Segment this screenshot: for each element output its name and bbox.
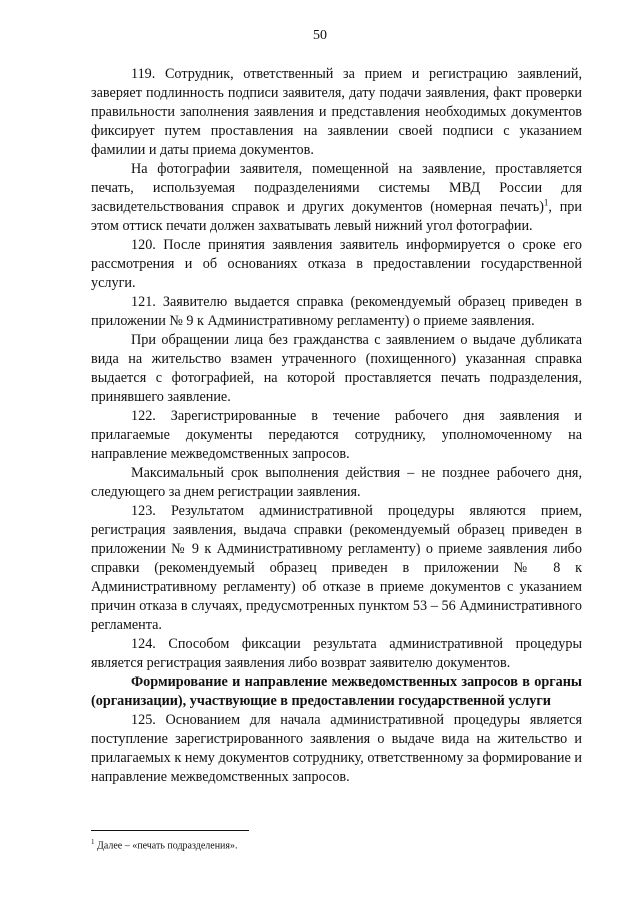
document-body	[91, 65, 582, 787]
page-number: 50	[313, 28, 327, 43]
footnote-divider	[91, 830, 249, 831]
paragraph-photo-stamp-tail: при этом оттиск печати должен захватывать левый нижний угол фотографии.	[91, 199, 582, 234]
paragraph-deadline: Максимальный срок выполнения действия – не позднее рабочего дня, следующего за днем регистрации заявления.	[91, 465, 582, 500]
footnote-text: Далее – «печать подразделения».	[97, 840, 238, 852]
paragraph-121: 121. Заявителю выдается справка (рекомендуемый образец приведен в приложении № 9 к Административному регламенту) о приеме заявления.	[91, 294, 582, 329]
footnote-marker: 1	[91, 838, 95, 846]
paragraph-123: 123. Результатом административной процедуры являются прием, регистрация заявления, выдача справки (рекомендуемый образец приведен в приложении № 9 к Административному регламенту) о приеме заявления либо справки (рекомендуемый образец приведен в приложении № 8 к Административному регламенту) об отказе в приеме документов с указанием причин отказа в случаях, предусмотренных пунктом 53 – 56 Административного регламента.	[91, 503, 582, 633]
footnote-reference: 1	[543, 197, 549, 208]
paragraph-120: 120. После принятия заявления заявитель информируется о сроке его рассмотрения и об основаниях отказа в предоставлении государственной услуги.	[91, 237, 582, 291]
section-heading: Формирование и направление межведомственных запросов в органы (организации), участвующие в предоставлении государственной услуги	[91, 674, 582, 709]
paragraph-119: 119. Сотрудник, ответственный за прием и регистрацию заявлений, заверяет подлинность подписи заявителя, дату подачи заявления, факт проверки правильности заполнения заявления и представления необходимых документов фиксирует путем проставления на заявлении своей подписи с указанием фамилии и даты приема документов.	[91, 66, 582, 158]
footnote	[91, 836, 582, 852]
paragraph-photo-stamp: На фотографии заявителя, помещенной на заявление, проставляется печать, используемая подразделениями системы МВД России для засвидетельствования справок и других документов (номерная печать)$^1$, при этом оттиск печати должен захватывать левый нижний угол фотографии.	[91, 161, 582, 234]
paragraph-photo-stamp-text: На фотографии заявителя, помещенной на заявление, проставляется печать, используемая подразделениями системы МВД России для засвидетельствования справок и других документов (номерная печать)	[91, 161, 582, 215]
paragraph-122: 122. Зарегистрированные в течение рабочего дня заявления и прилагаемые документы передаются сотруднику, уполномоченному на направление межведомственных запросов.	[91, 408, 582, 462]
paragraph-125: 125. Основанием для начала административной процедуры является поступление зарегистрированного заявления о выдаче вида на жительство и прилагаемых к нему документов сотруднику, ответственному за формирование и направление межведомственных запросов.	[91, 712, 582, 785]
paragraph-stateless: При обращении лица без гражданства с заявлением о выдаче дубликата вида на жительство взамен утраченного (похищенного) указанная справка выдается с фотографией, на которой проставляется печать подразделения, принявшего заявление.	[91, 332, 582, 405]
paragraph-124: 124. Способом фиксации результата административной процедуры является регистрация заявления либо возврат заявителю документов.	[91, 636, 582, 671]
